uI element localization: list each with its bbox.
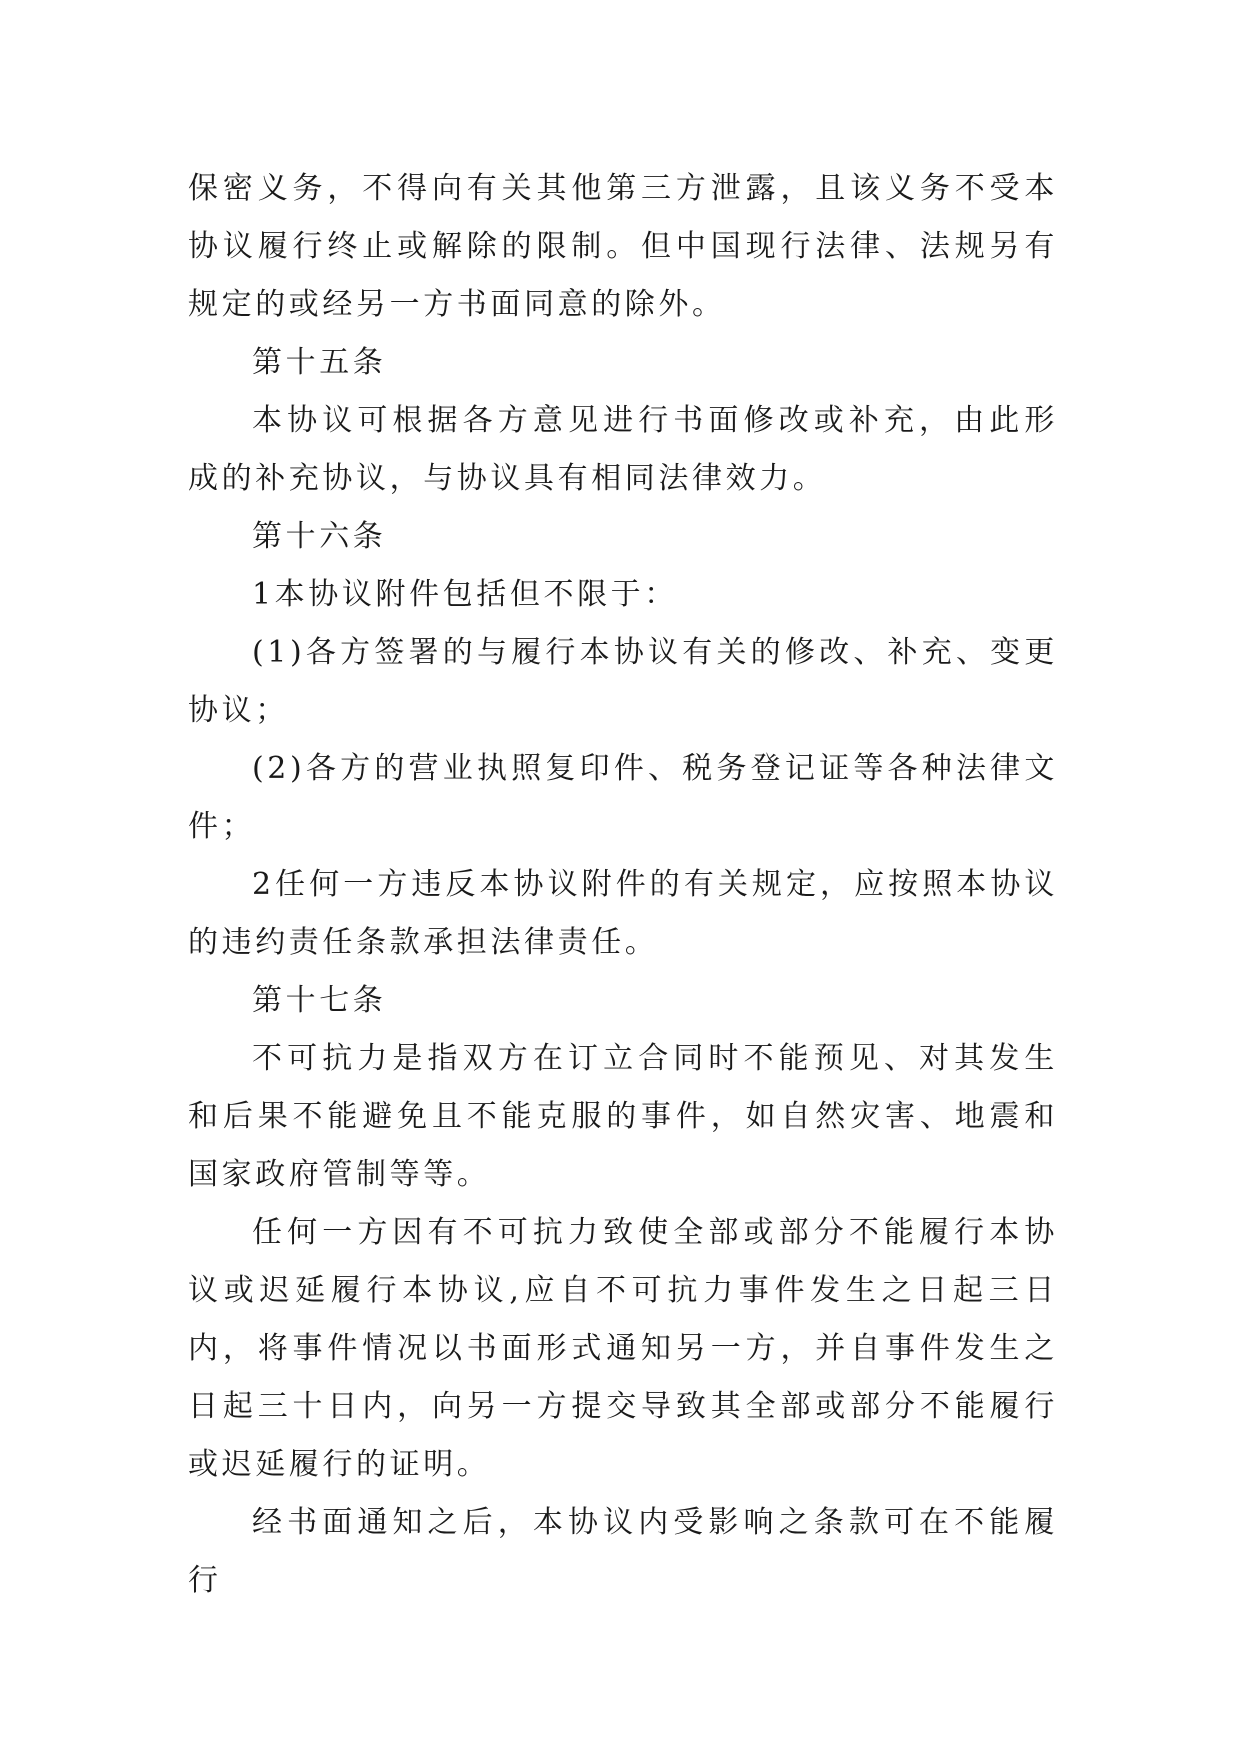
article-15-heading: 第十五条: [252, 345, 387, 380]
document-body: [188, 160, 1058, 1610]
article-16-item-1: (1)各方签署的与履行本协议有关的修改、补充、变更协议；: [188, 635, 1058, 728]
article-17-continuation: 经书面通知之后，本协议内受影响之条款可在不能履行: [188, 1505, 1058, 1598]
article-15-body: 本协议可根据各方意见进行书面修改或补充，由此形成的补充协议，与协议具有相同法律效力。: [188, 403, 1058, 496]
paragraph-confidentiality-continuation: 保密义务，不得向有关其他第三方泄露，且该义务不受本协议履行终止或解除的限制。但中国现行法律、法规另有规定的或经另一方书面同意的除外。: [188, 171, 1058, 322]
article-16-clause-2: 2任何一方违反本协议附件的有关规定，应按照本协议的违约责任条款承担法律责任。: [188, 867, 1058, 960]
article-17-definition: 不可抗力是指双方在订立合同时不能预见、对其发生和后果不能避免且不能克服的事件，如自然灾害、地震和国家政府管制等等。: [188, 1041, 1058, 1192]
article-16-clause-1: 1本协议附件包括但不限于：: [252, 577, 678, 612]
article-16-heading: 第十六条: [252, 519, 387, 554]
article-17-heading: 第十七条: [252, 983, 387, 1018]
article-16-item-2: (2)各方的营业执照复印件、税务登记证等各种法律文件；: [188, 751, 1058, 844]
article-17-notice: 任何一方因有不可抗力致使全部或部分不能履行本协议或迟延履行本协议,应自不可抗力事件发生之日起三日内，将事件情况以书面形式通知另一方，并自事件发生之日起三十日内，向另一方提交导致其全部或部分不能履行或迟延履行的证明。: [188, 1215, 1058, 1482]
